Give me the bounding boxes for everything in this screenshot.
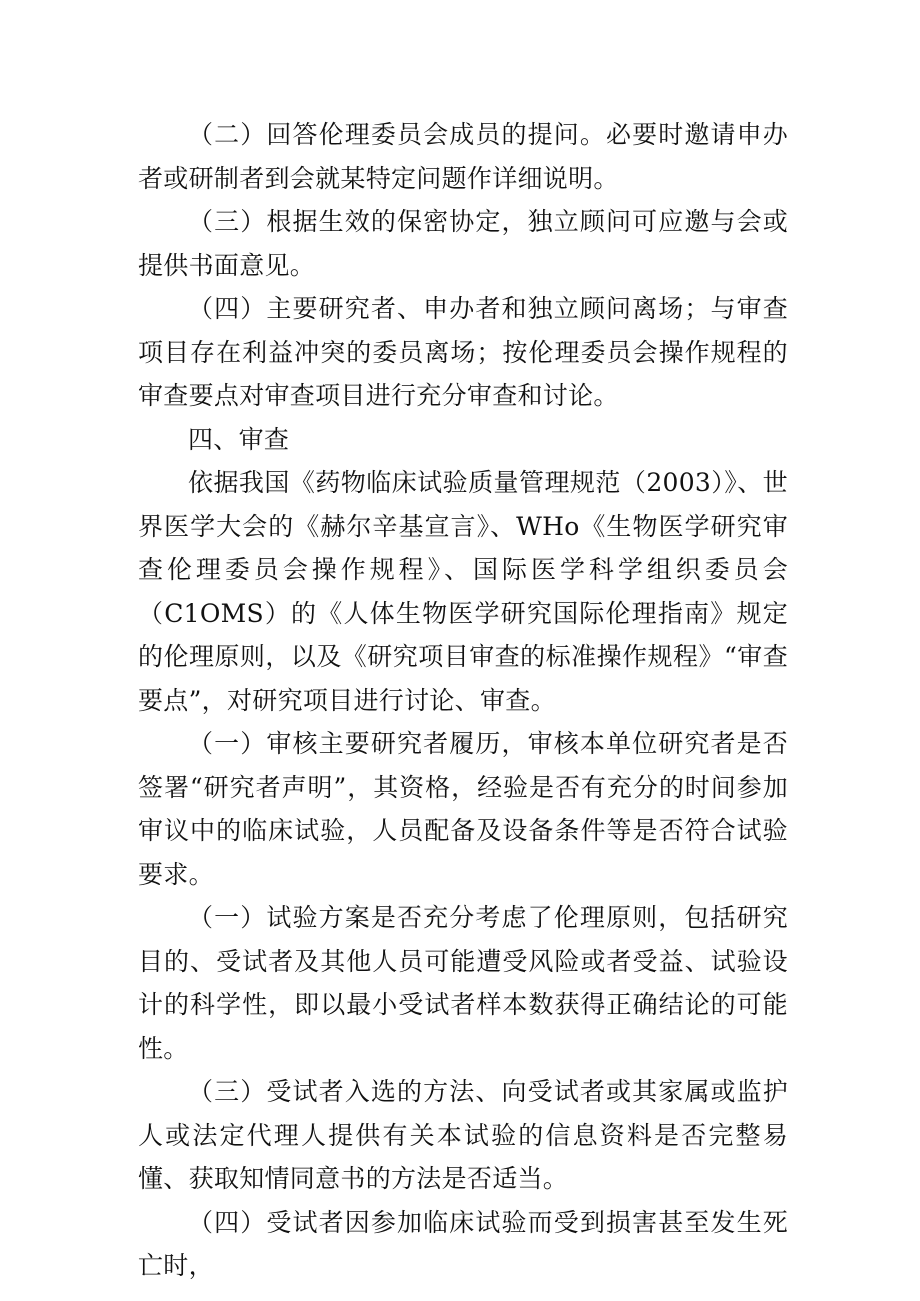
- section-heading-review: 四、审查: [188, 424, 290, 454]
- paragraph-recusal-and-review: （四）主要研究者、申办者和独立顾问离场；与审查项目存在利益冲突的委员离场；按伦理委员会操作规程的审查要点对审查项目进行充分审查和讨论。: [138, 294, 788, 410]
- document-body: [138, 113, 788, 1288]
- paragraph-protocol-review: （一）试验方案是否充分考虑了伦理原则，包括研究目的、受试者及其他人员可能遭受风险或者受益、试验设计的科学性，即以最小受试者样本数获得正确结论的可能性。: [138, 903, 788, 1063]
- paragraph-investigator-review: （一）审核主要研究者履历，审核本单位研究者是否签署“研究者声明”，其资格，经验是否有充分的时间参加审议中的临床试验，人员配备及设备条件等是否符合试验要求。: [138, 729, 788, 889]
- paragraph-review-basis: 依据我国《药物临床试验质量管理规范（2003）》、世界医学大会的《赫尔辛基宣言》、WHo《生物医学研究审查伦理委员会操作规程》、国际医学科学组织委员会（C1OMS）的《人体生物医学研究国际伦理指南》规定的伦理原则，以及《研究项目审查的标准操作规程》“审查要点”，对研究项目进行讨论、审查。: [138, 468, 788, 715]
- paragraph-independent-consultant: （三）根据生效的保密协定，独立顾问可应邀与会或提供书面意见。: [138, 207, 788, 280]
- paragraph-answer-questions: （二）回答伦理委员会成员的提问。必要时邀请申办者或研制者到会就某特定问题作详细说明。: [138, 120, 788, 193]
- paragraph-subject-selection: （三）受试者入选的方法、向受试者或其家属或监护人或法定代理人提供有关本试验的信息资料是否完整易懂、获取知情同意书的方法是否适当。: [138, 1077, 788, 1193]
- paragraph-subject-injury: （四）受试者因参加临床试验而受到损害甚至发生死亡时，: [138, 1207, 788, 1280]
